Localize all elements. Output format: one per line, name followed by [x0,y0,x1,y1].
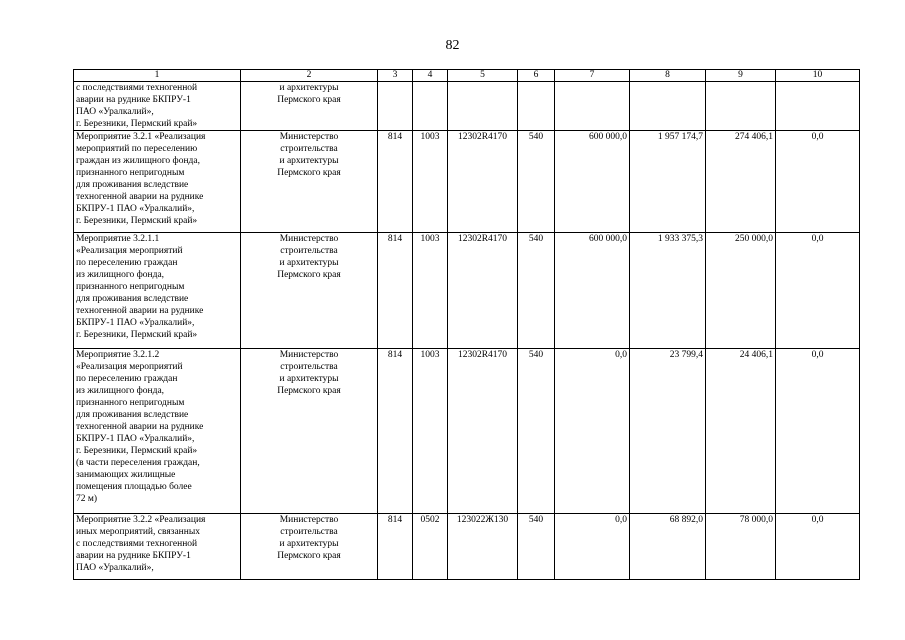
amount-cell: 1 957 174,7 [630,131,706,233]
table-row [74,514,860,580]
amount-cell: 0,0 [776,131,860,233]
expense-type-cell: 540 [518,131,555,233]
amount-cell: 250 000,0 [706,233,776,349]
table-row [74,349,860,514]
amount-cell: 0,0 [776,233,860,349]
section-cell: 1003 [413,349,448,514]
expense-type-cell [518,82,555,131]
executor-cell: и архитектуры Пермского края [241,82,378,131]
header-row [74,70,860,82]
section-cell [413,82,448,131]
amount-cell [555,82,630,131]
header-cell: 6 [518,70,555,82]
grbs-cell: 814 [378,233,413,349]
expense-type-cell: 540 [518,233,555,349]
page-number: 82 [445,38,460,53]
executor-cell: Министерство строительства и архитектуры Пермского края [241,131,378,233]
target-article-cell: 12302R4170 [448,349,518,514]
target-article-cell [448,82,518,131]
table-row [74,233,860,349]
amount-cell: 600 000,0 [555,131,630,233]
event-name-cell: Мероприятие 3.2.2 «Реализация иных мероприятий, связанных с последствиями техногенной аварии на руднике БКПРУ-1 ПАО «Уралкалий», [74,514,241,580]
section-cell: 0502 [413,514,448,580]
header-cell: 1 [74,70,241,82]
event-name-cell: Мероприятие 3.2.1.1 «Реализация мероприятий по переселению граждан из жилищного фонда, признанного непригодным для проживания вследствие техногенной аварии на руднике БКПРУ-1 ПАО «Уралкалий», г. Березники, Пермский край» [74,233,241,349]
header-cell: 7 [555,70,630,82]
header-cell: 4 [413,70,448,82]
section-cell: 1003 [413,233,448,349]
event-name-cell: Мероприятие 3.2.1 «Реализация мероприятий по переселению граждан из жилищного фонда, признанного непригодным для проживания вследствие техногенной аварии на руднике БКПРУ-1 ПАО «Уралкалий», г. Березники, Пермский край» [74,131,241,233]
grbs-cell: 814 [378,349,413,514]
amount-cell: 0,0 [776,514,860,580]
amount-cell: 24 406,1 [706,349,776,514]
executor-cell: Министерство строительства и архитектуры Пермского края [241,233,378,349]
target-article-cell: 12302R4170 [448,233,518,349]
header-cell: 9 [706,70,776,82]
target-article-cell: 123022Ж130 [448,514,518,580]
header-cell: 3 [378,70,413,82]
event-name-cell: Мероприятие 3.2.1.2 «Реализация мероприятий по переселению граждан из жилищного фонда, признанного непригодным для проживания вследствие техногенной аварии на руднике БКПРУ-1 ПАО «Уралкалий», г. Березники, Пермский край» (в части переселения граждан, занимающих жилищные помещения площадью более 72 м) [74,349,241,514]
expense-type-cell: 540 [518,349,555,514]
grbs-cell: 814 [378,131,413,233]
amount-cell: 78 000,0 [706,514,776,580]
expense-type-cell: 540 [518,514,555,580]
target-article-cell: 12302R4170 [448,131,518,233]
amount-cell: 274 406,1 [706,131,776,233]
grbs-cell [378,82,413,131]
amount-cell: 68 892,0 [630,514,706,580]
executor-cell: Министерство строительства и архитектуры Пермского края [241,514,378,580]
grbs-cell: 814 [378,514,413,580]
header-cell: 2 [241,70,378,82]
executor-cell: Министерство строительства и архитектуры Пермского края [241,349,378,514]
header-cell: 10 [776,70,860,82]
table-row [74,82,860,131]
amount-cell: 0,0 [555,349,630,514]
amount-cell [706,82,776,131]
amount-cell: 0,0 [555,514,630,580]
amount-cell: 0,0 [776,349,860,514]
amount-cell: 600 000,0 [555,233,630,349]
amount-cell [776,82,860,131]
amount-cell: 1 933 375,3 [630,233,706,349]
header-cell: 8 [630,70,706,82]
header-cell: 5 [448,70,518,82]
budget-table [73,69,860,580]
table-row [74,131,860,233]
amount-cell: 23 799,4 [630,349,706,514]
event-name-cell: с последствиями техногенной аварии на руднике БКПРУ-1 ПАО «Уралкалий», г. Березники, Пермский край» [74,82,241,131]
section-cell: 1003 [413,131,448,233]
amount-cell [630,82,706,131]
